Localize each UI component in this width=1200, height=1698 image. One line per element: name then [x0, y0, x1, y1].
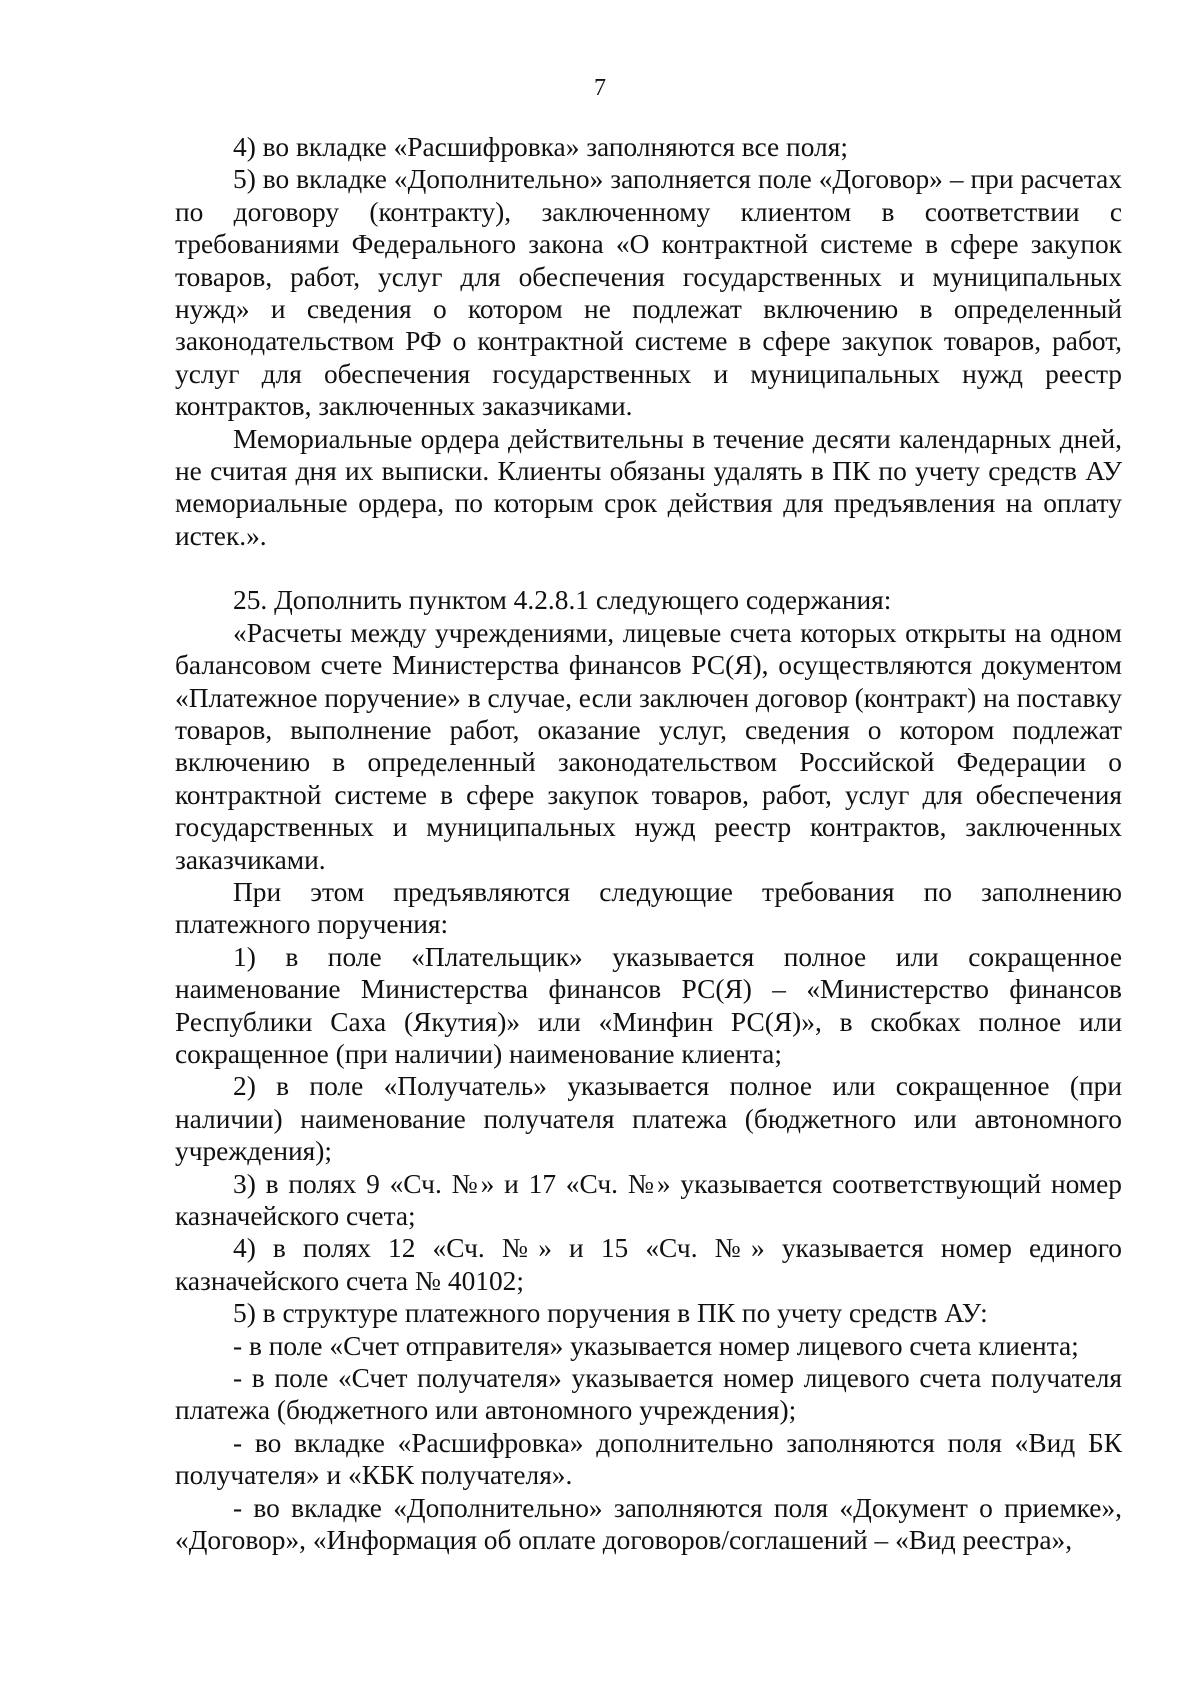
paragraph-section-25: 25. Дополнить пунктом 4.2.8.1 следующего содержания:	[233, 585, 892, 616]
document-body	[175, 131, 1122, 1556]
paragraph-bullet-additional: - во вкладке «Дополнительно» заполняются поля «Документ о приемке», «Договор», «Информация об оплате договоров/соглашений – «Вид реестра»,	[175, 1492, 1122, 1556]
paragraph-bullet-breakdown: - во вкладке «Расшифровка» дополнительно заполняются поля «Вид БК получателя» и «КБК получателя».	[175, 1427, 1122, 1491]
paragraph-req-4: 4) в полях 12 «Сч. №» и 15 «Сч. №» указывается номер единого казначейского счета № 40102;	[175, 1233, 1122, 1296]
paragraph-requirements: При этом предъявляются следующие требования по заполнению платежного поручения:	[175, 876, 1122, 940]
paragraph-req-2: 2) в поле «Получатель» указывается полное или сокращенное (при наличии) наименование получателя платежа (бюджетного или автономного учреждения);	[175, 1071, 1122, 1167]
paragraph-bullet-recipient: - в поле «Счет получателя» указывается номер лицевого счета получателя платежа (бюджетного или автономного учреждения);	[175, 1363, 1122, 1426]
paragraph-settlements: «Расчеты между учреждениями, лицевые счета которых открыты на одном балансовом счете Министерства финансов РС(Я), осуществляются документом «Платежное поручение» в случае, если заключен договор (контракт) на поставку товаров, выполнение работ, оказание услуг, сведения о котором подлежат включению в определенный законодательством Российской Федерации о контрактной системе в сфере закупок товаров, работ, услуг для обеспечения государственных и муниципальных нужд реестр контрактов, заключенных заказчиками.	[175, 617, 1122, 875]
paragraph-bullet-sender: - в поле «Счет отправителя» указывается номер лицевого счета клиента;	[233, 1330, 1079, 1361]
paragraph-item-5: 5) во вкладке «Дополнительно» заполняется поле «Договор» – при расчетах по договору (контракту), заключенному клиентом в соответствии с требованиями Федерального закона «О контрактной системе в сфере закупок товаров, работ, услуг для обеспечения государственных и муниципальных нужд» и сведения о котором не подлежат включению в определенный законодательством РФ о контрактной системе в сфере закупок товаров, работ, услуг для обеспечения государственных и муниципальных нужд реестр контрактов, заключенных заказчиками.	[175, 164, 1122, 422]
paragraph-req-5: 5) в структуре платежного поручения в ПК по учету средств АУ:	[233, 1298, 988, 1329]
paragraph-item-4: 4) во вкладке «Расшифровка» заполняются все поля;	[233, 132, 848, 162]
paragraph-memorial-orders: Мемориальные ордера действительны в течение десяти календарных дней, не считая дня их выписки. Клиенты обязаны удалять в ПК по учету средств АУ мемориальные ордера, по которым срок действия для предъявления на оплату истек.».	[175, 423, 1122, 551]
paragraph-req-3: 3) в полях 9 «Сч. №» и 17 «Сч. №» указывается соответствующий номер казначейского счета;	[175, 1168, 1122, 1231]
page-number: 7	[594, 75, 606, 101]
paragraph-req-1: 1) в поле «Плательщик» указывается полное или сокращенное наименование Министерства финансов РС(Я) – «Министерство финансов Республики Саха (Якутия)» или «Минфин РС(Я)», в скобках полное или сокращенное (при наличии) наименование клиента;	[175, 941, 1122, 1069]
